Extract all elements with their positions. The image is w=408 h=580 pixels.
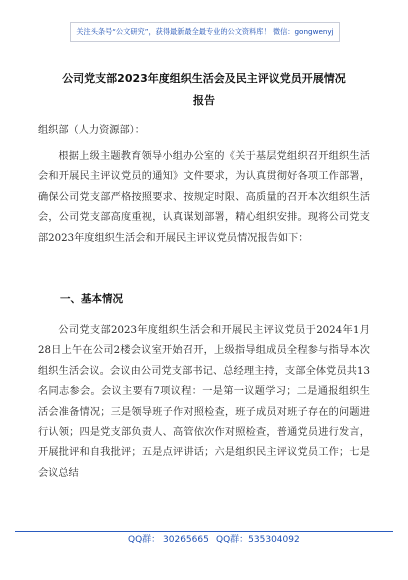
footer-qq-group-2: QQ群：535304092 [216,535,300,545]
basic-situation-paragraph: 公司党支部2023年度组织生活会和开展民主评议党员于2024年1月28日上午在公司2楼会议室开始召开，上级指导组成员全程参与指导本次组织生活会议。会议由公司党支部书记、总经理主持，支部全体党员共13名同志参会。会议主要有7项议程：一是第一议题学习；二是通报组织生活会准备情况；三是领导班子作对照检查，班子成员对班子存在的问题进行认领；四是党支部负责人、高管依次作对照检查，普通党员进行发言，开展批评和自我批评；五是点评讲话；六是组织民主评议党员工作；七是会议总结 [38,325,370,479]
footer-qq-group-1: QQ群： 30265665 [128,535,209,545]
header-banner: 关注头条号“公文研究”，获得最新最全最专业的公文资料库！ 微信：gongwenyj [70,22,340,42]
title-line-2: 报告 [193,94,215,107]
footer-bar [0,532,408,548]
recipient-line: 组织部（人力资源部）： [38,125,145,136]
section-heading-basic-situation: 一、基本情况 [60,293,123,305]
intro-paragraph: 根据上级主题教育领导小组办公室的《关于基层党组织召开组织生活会和开展民主评议党员的通知》文件要求，为认真贯彻好各项工作部署，确保公司党支部严格按照要求、按规定时限、高质量的召开本次组织生活会，公司党支部高度重视，认真谋划部署，精心组织安排。现将公司党支部2023年度组织生活会和开展民主评议党员情况报告如下： [38,151,370,244]
title-line-1: 公司党支部2023年度组织生活会及民主评议党员开展情况 [62,72,346,85]
document-title [36,68,372,112]
